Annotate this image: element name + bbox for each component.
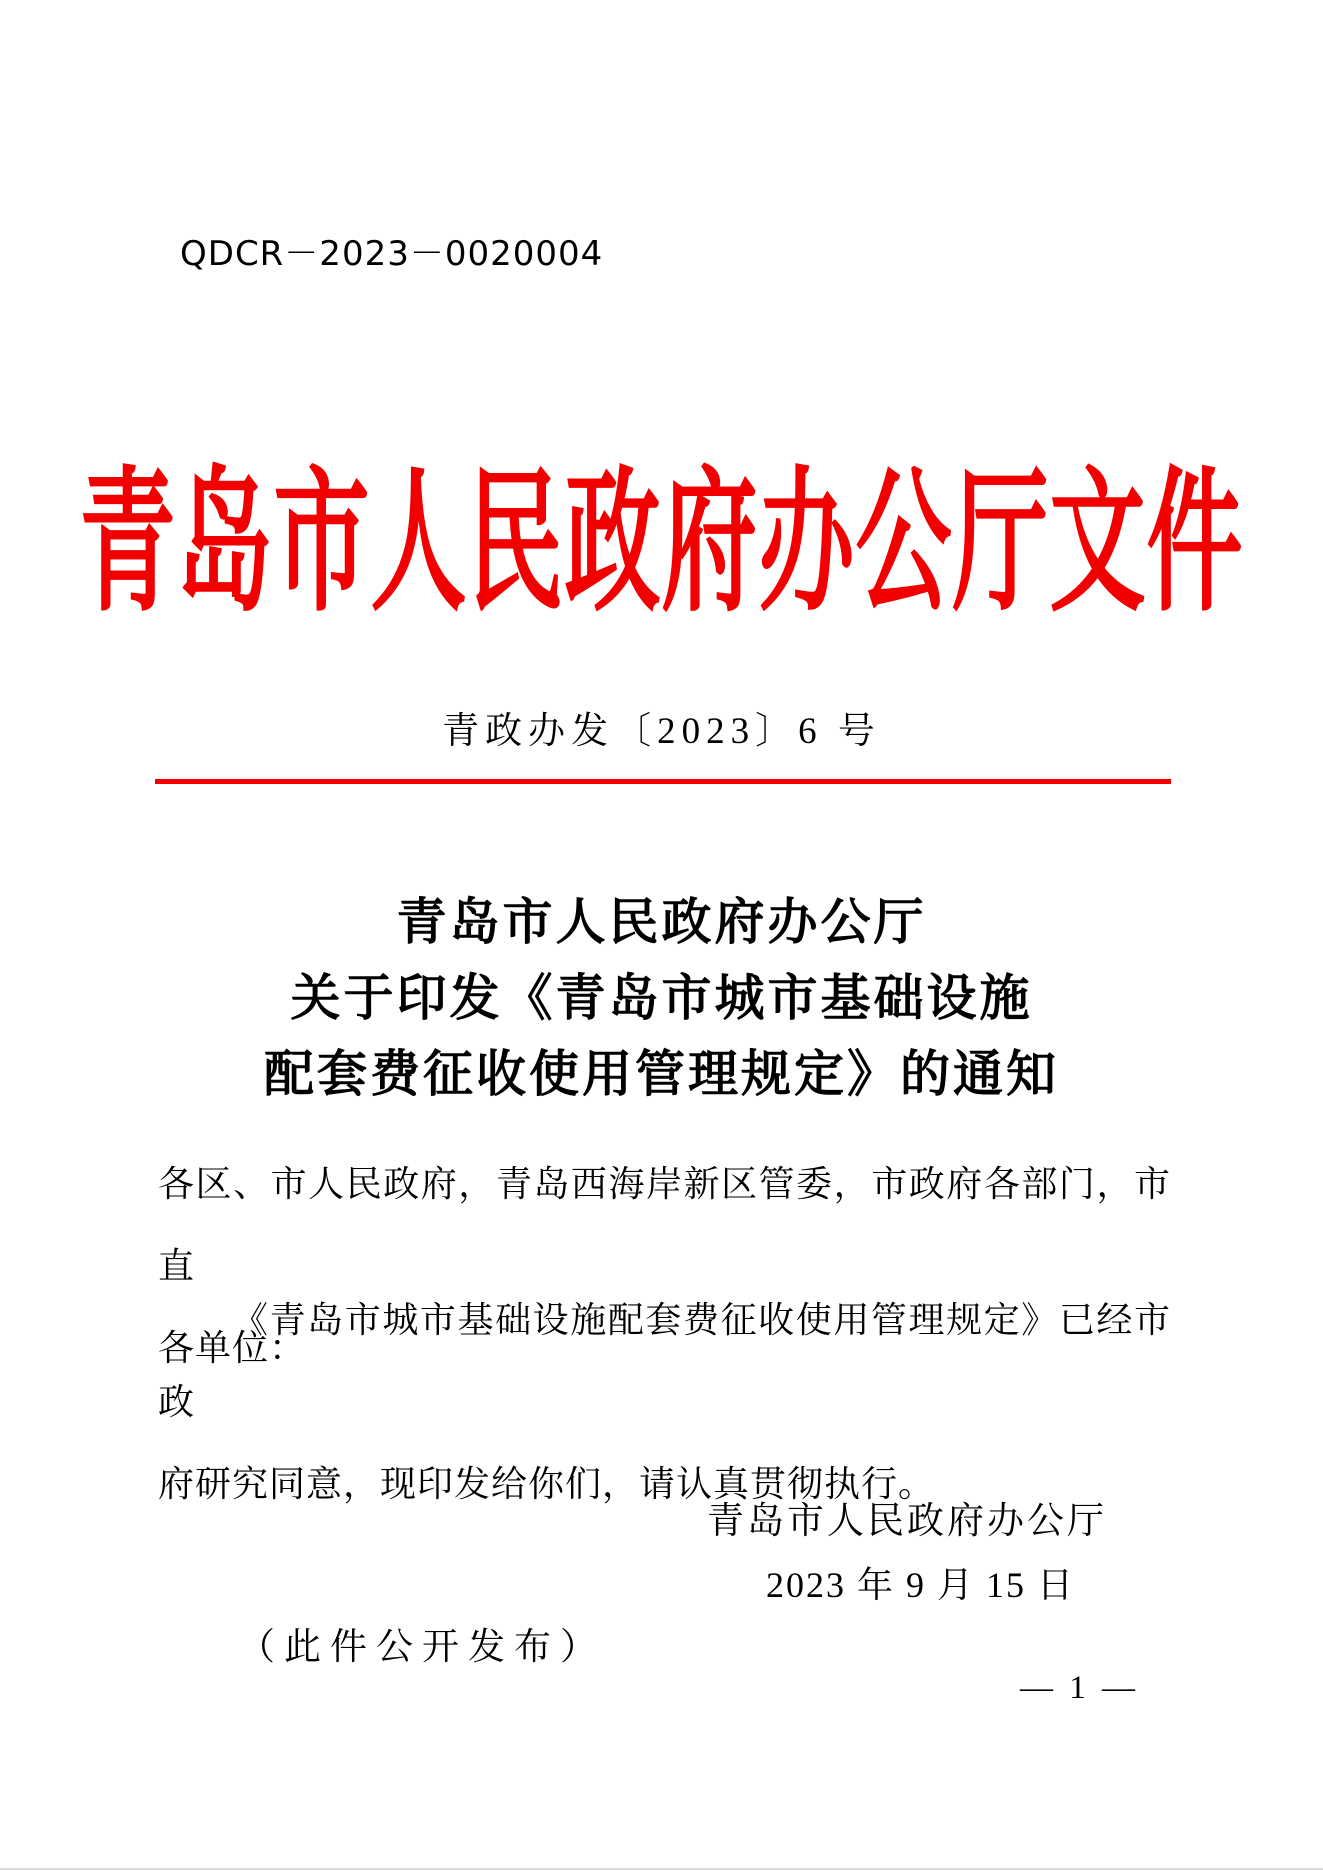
- document-number: 青政办发〔2023〕6 号: [442, 711, 881, 752]
- red-divider-rule: [155, 779, 1171, 784]
- page-number: — 1 —: [1020, 1670, 1139, 1706]
- salutation-line-1: 各区、市人民政府，青岛西海岸新区管委，市政府各部门，市直: [158, 1164, 1171, 1286]
- body-line-1: 《青岛市城市基础设施配套费征收使用管理规定》已经市政: [158, 1300, 1171, 1422]
- notice-title-line-1: 青岛市人民政府办公厅: [396, 894, 927, 950]
- document-index-code: QDCR－2023－0020004: [180, 234, 604, 274]
- public-release-note: （此件公开发布）: [238, 1627, 606, 1668]
- notice-title: [0, 884, 1323, 1112]
- masthead-title: 青岛市人民政府办公厅文件: [79, 456, 1244, 630]
- notice-title-line-3: 配套费征收使用管理规定》的通知: [264, 1046, 1059, 1102]
- notice-title-line-2: 关于印发《青岛市城市基础设施: [290, 970, 1033, 1026]
- body-line-2: 府研究同意，现印发给你们，请认真贯彻执行。: [158, 1464, 936, 1504]
- salutation-line-2: 各单位：: [158, 1328, 307, 1368]
- signature-agency: 青岛市人民政府办公厅: [707, 1501, 1107, 1542]
- red-masthead: [0, 420, 1323, 640]
- body-paragraph: [158, 1279, 1171, 1525]
- signature-date: 2023 年 9 月 15 日: [765, 1565, 1075, 1605]
